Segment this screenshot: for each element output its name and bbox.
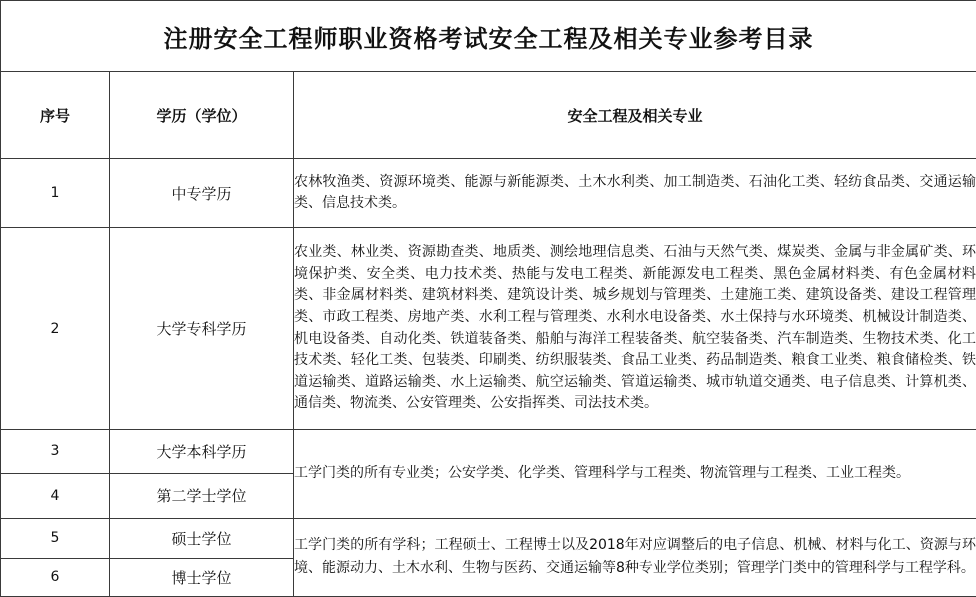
row-majors-merged: 工学门类的所有学科；工程硕士、工程博士以及2018年对应调整后的电子信息、机械、材料与化工、资源与环境、能源动力、土木水利、生物与医药、交通运输等8种专业学位类别；管理学门类中的管理科学与工程学科。 bbox=[294, 518, 976, 596]
row-majors-merged: 工学门类的所有专业类；公安学类、化学类、管理科学与工程类、物流管理与工程类、工业工程类。 bbox=[294, 429, 976, 518]
row-majors: 农业类、林业类、资源勘查类、地质类、测绘地理信息类、石油与天然气类、煤炭类、金属与非金属矿类、环境保护类、安全类、电力技术类、热能与发电工程类、新能源发电工程类、黑色金属材料类、有色金属材料类、非金属材料类、建筑材料类、建筑设计类、城乡规划与管理类、土建施工类、建筑设备类、建设工程管理类、市政工程类、房地产类、水利工程与管理类、水利水电设备类、水土保持与水环境类、机械设计制造类、机电设备类、自动化类、铁道装备类、船舶与海洋工程装备类、航空装备类、汽车制造类、生物技术类、化工技术类、轻化工类、包装类、印刷类、纺织服装类、食品工业类、药品制造类、粮食工业类、粮食储检类、铁道运输类、道路运输类、水上运输类、航空运输类、管道运输类、城市轨道交通类、电子信息类、计算机类、通信类、物流类、公安管理类、公安指挥类、司法技术类。 bbox=[294, 228, 976, 429]
table-row bbox=[1, 518, 976, 558]
row-degree: 第二学士学位 bbox=[110, 473, 294, 518]
row-index: 1 bbox=[1, 159, 110, 228]
title-row bbox=[1, 1, 976, 72]
row-index: 6 bbox=[1, 558, 110, 596]
row-majors: 农林牧渔类、资源环境类、能源与新能源类、土木水利类、加工制造类、石油化工类、轻纺食品类、交通运输类、信息技术类。 bbox=[294, 159, 976, 228]
table-row bbox=[1, 228, 976, 429]
row-index: 3 bbox=[1, 429, 110, 473]
table-row bbox=[1, 159, 976, 228]
row-index: 2 bbox=[1, 228, 110, 429]
row-index: 4 bbox=[1, 473, 110, 518]
header-row bbox=[1, 72, 976, 159]
row-degree: 大学本科学历 bbox=[110, 429, 294, 473]
header-degree: 学历（学位） bbox=[110, 72, 294, 159]
row-degree: 博士学位 bbox=[110, 558, 294, 596]
document-title: 注册安全工程师职业资格考试安全工程及相关专业参考目录 bbox=[1, 1, 976, 72]
row-degree: 中专学历 bbox=[110, 159, 294, 228]
row-index: 5 bbox=[1, 518, 110, 558]
table-row bbox=[1, 429, 976, 473]
row-degree: 大学专科学历 bbox=[110, 228, 294, 429]
header-index: 序号 bbox=[1, 72, 110, 159]
header-majors: 安全工程及相关专业 bbox=[294, 72, 976, 159]
row-degree: 硕士学位 bbox=[110, 518, 294, 558]
